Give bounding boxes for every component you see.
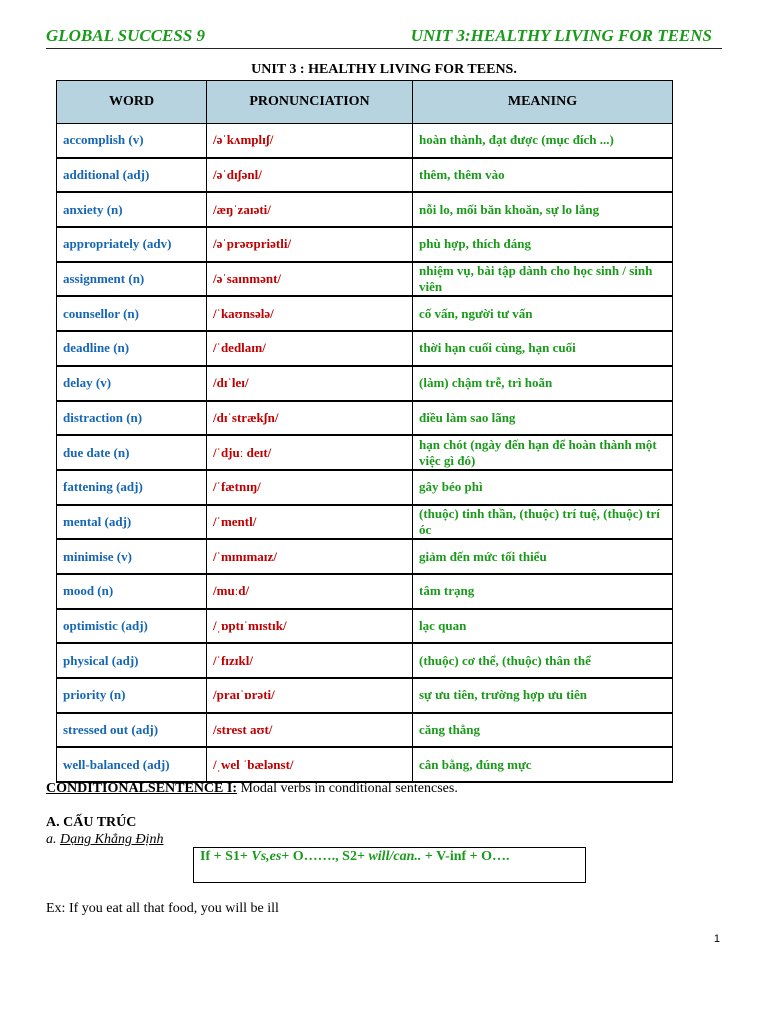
pronunciation-cell: /əˈkʌmplɪʃ/ [207, 124, 413, 158]
formula-part-3: + O……., S2+ [281, 849, 369, 864]
table-row [57, 435, 673, 470]
meaning-cell: phù hợp, thích đáng [413, 227, 673, 262]
formula-part-4: will/can.. [368, 849, 422, 864]
word-cell: optimistic (adj) [57, 609, 207, 644]
meaning-cell: điều làm sao lãng [413, 401, 673, 436]
word-cell: mood (n) [57, 574, 207, 609]
table-row [57, 158, 673, 193]
pronunciation-cell: /ˈdjuː deɪt/ [207, 435, 413, 470]
header-left-title: GLOBAL SUCCESS 9 [46, 26, 206, 45]
pronunciation-cell: /ˈkaʊnsələ/ [207, 296, 413, 331]
word-cell: counsellor (n) [57, 296, 207, 331]
pronunciation-cell: /dɪˈleɪ/ [207, 366, 413, 401]
section-a-subheading [46, 832, 163, 848]
pronunciation-cell: /ˈfɪzɪkl/ [207, 643, 413, 678]
formula-box [193, 847, 586, 883]
pronunciation-cell: /strest aʊt/ [207, 713, 413, 748]
table-row [57, 609, 673, 644]
formula-part-5: + V-inf + O…. [421, 849, 510, 864]
table-row [57, 262, 673, 297]
table-row [57, 470, 673, 505]
word-cell: mental (adj) [57, 505, 207, 540]
table-row [57, 296, 673, 331]
word-cell: appropriately (adv) [57, 227, 207, 262]
example-sentence: Ex: If you eat all that food, you will be ill [46, 901, 279, 916]
word-cell: minimise (v) [57, 539, 207, 574]
pronunciation-cell: /ˈmentl/ [207, 505, 413, 540]
word-cell: well-balanced (adj) [57, 747, 207, 782]
pronunciation-cell: /dɪˈstrækʃn/ [207, 401, 413, 436]
vocabulary-table [56, 80, 673, 783]
section-a-heading: A. CẤU TRÚC [46, 815, 137, 830]
table-row [57, 643, 673, 678]
column-header-word: WORD [57, 81, 207, 124]
table-row [57, 192, 673, 227]
pronunciation-cell: /əˈdɪʃənl/ [207, 158, 413, 193]
table-row [57, 124, 673, 158]
conditional-label: CONDITIONALSENTENCE I: [46, 781, 237, 796]
meaning-cell: cố vấn, người tư vấn [413, 296, 673, 331]
word-cell: priority (n) [57, 678, 207, 713]
table-row [57, 227, 673, 262]
word-cell: physical (adj) [57, 643, 207, 678]
table-row [57, 539, 673, 574]
subheading-label: Dạng Khẳng Định [60, 832, 164, 847]
table-row [57, 401, 673, 436]
meaning-cell: căng thẳng [413, 713, 673, 748]
table-row [57, 678, 673, 713]
conditional-text: Modal verbs in conditional sentencses. [236, 781, 458, 796]
meaning-cell: thời hạn cuối cùng, hạn cuối [413, 331, 673, 366]
meaning-cell: sự ưu tiên, trường hợp ưu tiên [413, 678, 673, 713]
meaning-cell: (thuộc) cơ thể, (thuộc) thân thể [413, 643, 673, 678]
meaning-cell: lạc quan [413, 609, 673, 644]
table-row [57, 366, 673, 401]
page-number: 1 [713, 933, 720, 945]
meaning-cell: giảm đến mức tối thiểu [413, 539, 673, 574]
formula-text [200, 849, 510, 865]
header-divider [46, 48, 722, 49]
pronunciation-cell: /ˌwel ˈbælənst/ [207, 747, 413, 782]
meaning-cell: cân bằng, đúng mực [413, 747, 673, 782]
column-header-pronunciation: PRONUNCIATION [207, 81, 413, 124]
conditional-heading [46, 781, 458, 797]
pronunciation-cell: /əˈprəʊpriətli/ [207, 227, 413, 262]
document-title: UNIT 3 : HEALTHY LIVING FOR TEENS. [251, 62, 517, 77]
pronunciation-cell: /æŋˈzaɪəti/ [207, 192, 413, 227]
word-cell: accomplish (v) [57, 124, 207, 158]
table-header-row [57, 81, 673, 124]
meaning-cell: hạn chót (ngày đến hạn để hoàn thành một việc gì đó) [413, 435, 673, 470]
pronunciation-cell: /ˈmɪnɪmaɪz/ [207, 539, 413, 574]
formula-part-1: If + S1+ [200, 849, 252, 864]
pronunciation-cell: /ˈfætnɪŋ/ [207, 470, 413, 505]
pronunciation-cell: /praɪˈɒrəti/ [207, 678, 413, 713]
subheading-prefix: a. [46, 832, 60, 847]
formula-part-2: Vs,es [251, 849, 282, 864]
table-row [57, 331, 673, 366]
word-cell: fattening (adj) [57, 470, 207, 505]
meaning-cell: gây béo phì [413, 470, 673, 505]
word-cell: distraction (n) [57, 401, 207, 436]
pronunciation-cell: /əˈsaɪnmənt/ [207, 262, 413, 297]
table-row [57, 574, 673, 609]
pronunciation-cell: /muːd/ [207, 574, 413, 609]
word-cell: anxiety (n) [57, 192, 207, 227]
table-row [57, 747, 673, 782]
word-cell: delay (v) [57, 366, 207, 401]
meaning-cell: hoàn thành, đạt được (mục đích ...) [413, 124, 673, 158]
table-row [57, 505, 673, 540]
meaning-cell: (làm) chậm trễ, trì hoãn [413, 366, 673, 401]
meaning-cell: nỗi lo, mối băn khoăn, sự lo lắng [413, 192, 673, 227]
table-row [57, 713, 673, 748]
meaning-cell: nhiệm vụ, bài tập dành cho học sinh / sinh viên [413, 262, 673, 297]
column-header-meaning: MEANING [413, 81, 673, 124]
word-cell: deadline (n) [57, 331, 207, 366]
word-cell: assignment (n) [57, 262, 207, 297]
meaning-cell: tâm trạng [413, 574, 673, 609]
header-right-title: UNIT 3:HEALTHY LIVING FOR TEENS [410, 26, 712, 45]
meaning-cell: (thuộc) tinh thần, (thuộc) trí tuệ, (thuộc) trí óc [413, 505, 673, 540]
word-cell: additional (adj) [57, 158, 207, 193]
pronunciation-cell: /ˌɒptɪˈmɪstɪk/ [207, 609, 413, 644]
pronunciation-cell: /ˈdedlaɪn/ [207, 331, 413, 366]
word-cell: stressed out (adj) [57, 713, 207, 748]
meaning-cell: thêm, thêm vào [413, 158, 673, 193]
word-cell: due date (n) [57, 435, 207, 470]
